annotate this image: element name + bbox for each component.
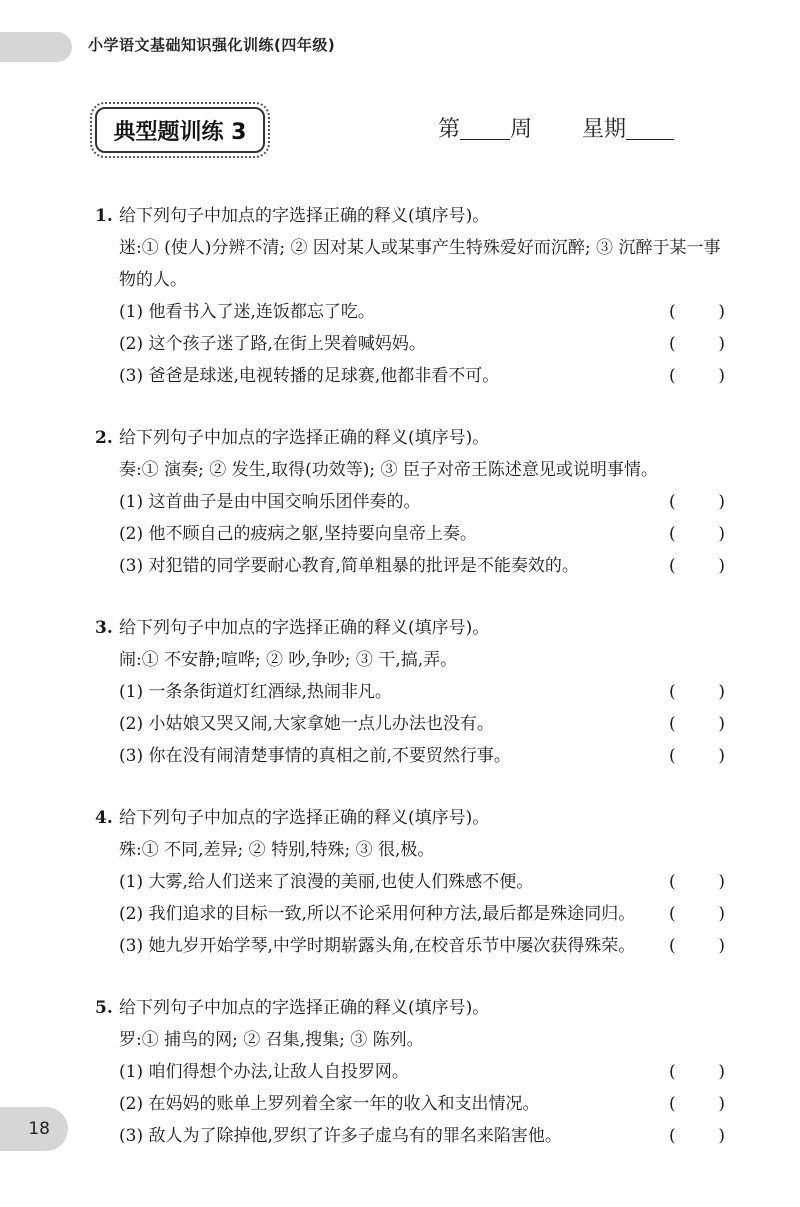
answer-blank[interactable]: ( ) <box>669 556 725 576</box>
question-definition: 奏:① 演奏; ② 发生,取得(功效等); ③ 臣子对帝王陈述意见或说明事情。 <box>119 460 658 480</box>
answer-blank[interactable]: ( ) <box>669 714 725 734</box>
exercise-list <box>95 200 735 1182</box>
question-prompt: 给下列句子中加点的字选择正确的释义(填序号)。 <box>119 206 490 226</box>
question-item <box>95 676 735 708</box>
item-text: (2) 在妈妈的账单上罗列着全家一年的收入和支出情况。 <box>119 1094 540 1114</box>
item-text: (1) 咱们得想个办法,让敌人自投罗网。 <box>119 1062 409 1082</box>
item-text: (1) 他看书入了迷,连饭都忘了吃。 <box>119 302 375 322</box>
question-item <box>95 1056 735 1088</box>
header-tab <box>0 32 72 62</box>
question-item <box>95 740 735 772</box>
question-item <box>95 930 735 962</box>
section-title: 典型题训练 3 <box>113 119 247 145</box>
week-prefix: 第 <box>438 117 461 142</box>
question-item <box>95 1120 735 1152</box>
week-day-line <box>438 112 674 143</box>
question-item <box>95 518 735 550</box>
week-blank[interactable] <box>460 139 510 140</box>
answer-blank[interactable]: ( ) <box>669 302 725 322</box>
question-3 <box>95 612 735 772</box>
question-item <box>95 360 735 392</box>
week-label: 周 <box>510 117 533 142</box>
answer-blank[interactable]: ( ) <box>669 1062 725 1082</box>
question-definition: 罗:① 捕鸟的网; ② 召集,搜集; ③ 陈列。 <box>119 1030 424 1050</box>
section-title-badge <box>95 107 265 153</box>
item-text: (2) 我们追求的目标一致,所以不论采用何种方法,最后都是殊途同归。 <box>119 904 636 924</box>
question-item <box>95 550 735 582</box>
question-number: 2. <box>95 428 113 448</box>
answer-blank[interactable]: ( ) <box>669 366 725 386</box>
page-number-tab <box>0 1107 68 1151</box>
question-item <box>95 328 735 360</box>
item-text: (1) 大雾,给人们送来了浪漫的美丽,也使人们殊感不便。 <box>119 872 534 892</box>
question-prompt: 给下列句子中加点的字选择正确的释义(填序号)。 <box>119 618 490 638</box>
answer-blank[interactable]: ( ) <box>669 936 725 956</box>
answer-blank[interactable]: ( ) <box>669 1126 725 1146</box>
question-number: 3. <box>95 618 113 638</box>
item-text: (3) 你在没有闹清楚事情的真相之前,不要贸然行事。 <box>119 746 511 766</box>
answer-blank[interactable]: ( ) <box>669 746 725 766</box>
item-text: (1) 这首曲子是由中国交响乐团伴奏的。 <box>119 492 421 512</box>
question-prompt: 给下列句子中加点的字选择正确的释义(填序号)。 <box>119 808 490 828</box>
answer-blank[interactable]: ( ) <box>669 904 725 924</box>
question-number: 5. <box>95 998 113 1018</box>
answer-blank[interactable]: ( ) <box>669 1094 725 1114</box>
item-text: (2) 小姑娘又哭又闹,大家拿她一点儿办法也没有。 <box>119 714 494 734</box>
question-4 <box>95 802 735 962</box>
question-prompt: 给下列句子中加点的字选择正确的释义(填序号)。 <box>119 998 490 1018</box>
weekday-label: 星期 <box>582 117 627 142</box>
question-prompt: 给下列句子中加点的字选择正确的释义(填序号)。 <box>119 428 490 448</box>
question-item <box>95 486 735 518</box>
answer-blank[interactable]: ( ) <box>669 492 725 512</box>
answer-blank[interactable]: ( ) <box>669 334 725 354</box>
page-number: 18 <box>28 1119 50 1139</box>
item-text: (2) 这个孩子迷了路,在街上哭着喊妈妈。 <box>119 334 426 354</box>
question-2 <box>95 422 735 582</box>
item-text: (1) 一条条街道灯红酒绿,热闹非凡。 <box>119 682 392 702</box>
question-item <box>95 708 735 740</box>
item-text: (3) 对犯错的同学要耐心教育,简单粗暴的批评是不能奏效的。 <box>119 556 579 576</box>
item-text: (3) 敌人为了除掉他,罗织了许多子虚乌有的罪名来陷害他。 <box>119 1126 562 1146</box>
answer-blank[interactable]: ( ) <box>669 682 725 702</box>
item-text: (2) 他不顾自己的疲病之躯,坚持要向皇帝上奏。 <box>119 524 477 544</box>
answer-blank[interactable]: ( ) <box>669 524 725 544</box>
question-definition: 闹:① 不安静;喧哗; ② 吵,争吵; ③ 干,搞,弄。 <box>119 650 458 670</box>
question-definition: 迷:① (使人)分辨不清; ② 因对某人或某事产生特殊爱好而沉醉; ③ 沉醉于某一事物的人。 <box>119 238 721 290</box>
weekday-blank[interactable] <box>626 139 674 140</box>
question-5 <box>95 992 735 1152</box>
item-text: (3) 爸爸是球迷,电视转播的足球赛,他都非看不可。 <box>119 366 500 386</box>
question-1 <box>95 200 735 392</box>
question-number: 4. <box>95 808 113 828</box>
book-title: 小学语文基础知识强化训练(四年级) <box>88 36 336 54</box>
question-number: 1. <box>95 206 113 226</box>
answer-blank[interactable]: ( ) <box>669 872 725 892</box>
question-item <box>95 1088 735 1120</box>
question-item <box>95 296 735 328</box>
question-definition: 殊:① 不同,差异; ② 特别,特殊; ③ 很,极。 <box>119 840 435 860</box>
item-text: (3) 她九岁开始学琴,中学时期崭露头角,在校音乐节中屡次获得殊荣。 <box>119 936 636 956</box>
question-item <box>95 866 735 898</box>
question-item <box>95 898 735 930</box>
